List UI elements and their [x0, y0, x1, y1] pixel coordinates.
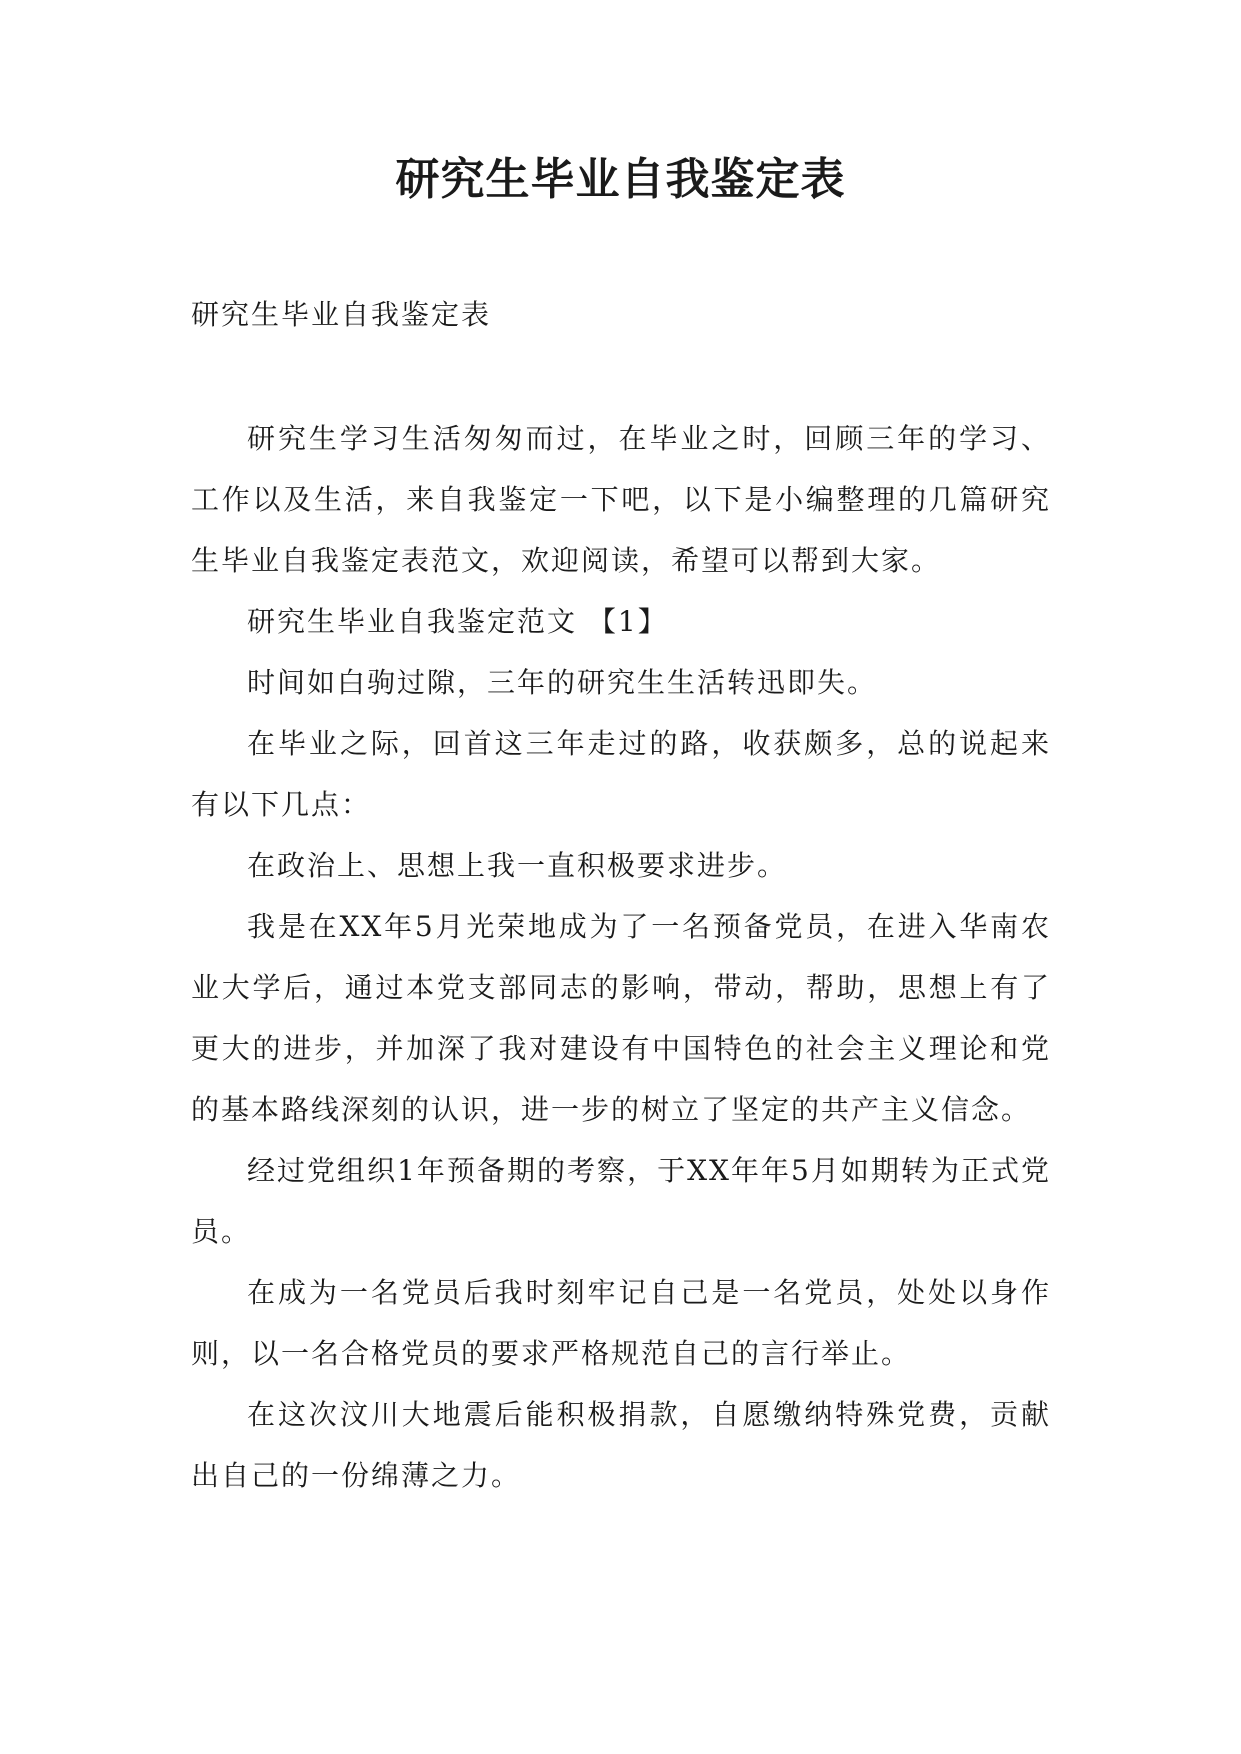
- paragraph: 在政治上、思想上我一直积极要求进步。: [247, 849, 788, 882]
- paragraph: 在这次汶川大地震后能积极捐款，自愿缴纳特殊党费，贡献出自己的一份绵薄之力。: [191, 1398, 1051, 1492]
- page-title: 研究生毕业自我鉴定表: [395, 154, 846, 205]
- document-body: [191, 408, 1051, 1506]
- paragraph: 经过党组织1年预备期的考察，于XX年年5月如期转为正式党员。: [191, 1154, 1051, 1248]
- paragraph-section-heading: 研究生毕业自我鉴定范文 【1】: [247, 605, 668, 638]
- paragraph: 在毕业之际，回首这三年走过的路，收获颇多，总的说起来有以下几点：: [191, 727, 1051, 821]
- document-subtitle: 研究生毕业自我鉴定表: [191, 298, 492, 331]
- paragraph: 在成为一名党员后我时刻牢记自己是一名党员，处处以身作则，以一名合格党员的要求严格规范自己的言行举止。: [191, 1276, 1051, 1370]
- paragraph: 我是在XX年5月光荣地成为了一名预备党员，在进入华南农业大学后，通过本党支部同志的影响，带动，帮助，思想上有了更大的进步，并加深了我对建设有中国特色的社会主义理论和党的基本路线深刻的认识，进一步的树立了坚定的共产主义信念。: [191, 910, 1051, 1126]
- paragraph-intro: 研究生学习生活匆匆而过，在毕业之时，回顾三年的学习、工作以及生活，来自我鉴定一下吧，以下是小编整理的几篇研究生毕业自我鉴定表范文，欢迎阅读，希望可以帮到大家。: [191, 422, 1051, 577]
- paragraph: 时间如白驹过隙，三年的研究生生活转迅即失。: [247, 666, 878, 699]
